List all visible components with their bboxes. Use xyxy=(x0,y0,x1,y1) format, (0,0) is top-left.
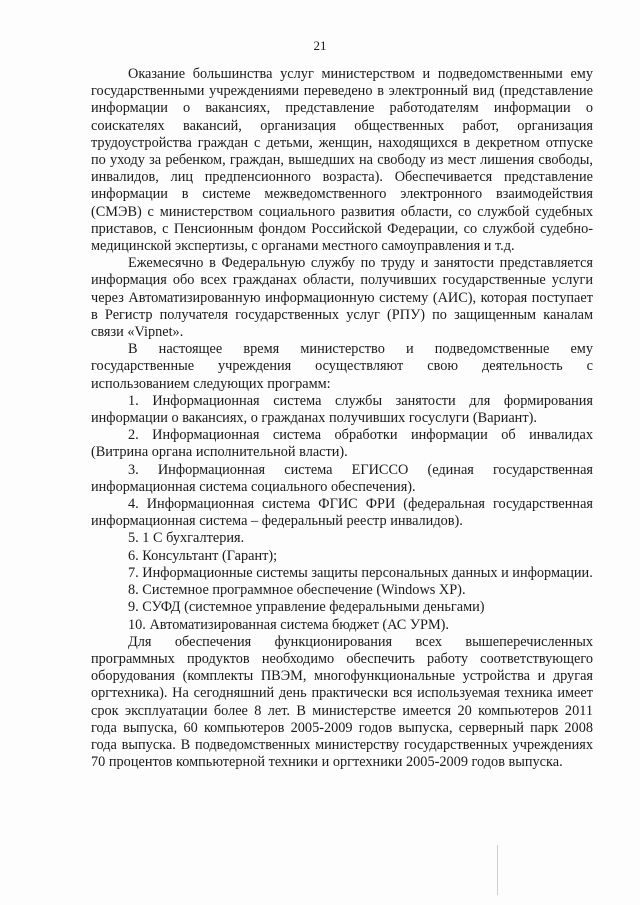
program-item: 2. Информационная система обработки информации об инвалидах (Витрина органа исполнительной власти). xyxy=(91,427,593,461)
page-number: 21 xyxy=(313,38,327,53)
program-item: 6. Консультант (Гарант); xyxy=(128,547,278,564)
document-body xyxy=(91,66,593,771)
scan-artifact-line xyxy=(497,845,498,895)
program-item: 4. Информационная система ФГИС ФРИ (федеральная государственная информационная система – федеральный реестр инвалидов). xyxy=(91,496,593,530)
paragraph-electronic-services: Оказание большинства услуг министерством и подведомственными ему государственными учреждениями переведено в электронный вид (представление информации о вакансиях, представление работодателям информации о соискателях вакансий, организация общественных работ, организация трудоустройства граждан с детьми, женщин, находящихся в декретном отпуске по уходу за ребенком, граждан, вышедших на свободу из мест лишения свободы, инвалидов, лиц предпенсионного возраста). Обеспечивается представление информации в системе межведомственного электронного взаимодействия (СМЭВ) с министерством социального развития области, со службой судебных приставов, с Пенсионным фондом Российской Федерации, со службой судебно-медицинской экспертизы, с органами местного самоуправления и т.д. xyxy=(91,66,593,255)
program-item: 5. 1 С бухгалтерия. xyxy=(128,530,245,547)
paragraph-monthly-reporting: Ежемесячно в Федеральную службу по труду и занятости представляется информация обо всех гражданах области, получивших государственные услуги через Автоматизированную информационную систему (АИС), которая поступает в Регистр получателя государственных услуг (РПУ) по защищенным каналам связи «Vipnet». xyxy=(91,255,593,341)
program-item: 9. СУФД (системное управление федеральными деньгами) xyxy=(128,599,485,616)
paragraph-programs-intro: В настоящее время министерство и подведомственные ему государственные учреждения осуществляют свою деятельность с использованием следующих программ: xyxy=(91,341,593,392)
program-item: 7. Информационные системы защиты персональных данных и информации. xyxy=(128,564,593,581)
program-item: 1. Информационная система службы занятости для формирования информации о вакансиях, о гражданах получивших госуслуги (Вариант). xyxy=(91,392,593,427)
program-item: 10. Автоматизированная система бюджет (АС УРМ). xyxy=(128,616,449,633)
program-item: 3. Информационная система ЕГИССО (единая государственная информационная система социального обеспечения). xyxy=(91,461,593,495)
paragraph-equipment: Для обеспечения функционирования всех вышеперечисленных программных продуктов необходимо обеспечить работу соответствующего оборудования (комплекты ПВЭМ, многофункциональные устройства и другая оргтехника). На сегодняшний день практически вся используемая техника имеет срок эксплуатации более 8 лет. В министерстве имеется 20 компьютеров 2011 года выпуска, 60 компьютеров 2005-2009 годов выпуска, серверный парк 2008 года выпуска. В подведомственных министерству государственных учреждениях 70 процентов компьютерной техники и оргтехники 2005-2009 годов выпуска. xyxy=(91,633,593,771)
program-item: 8. Системное программное обеспечение (Windows XP). xyxy=(128,582,466,599)
